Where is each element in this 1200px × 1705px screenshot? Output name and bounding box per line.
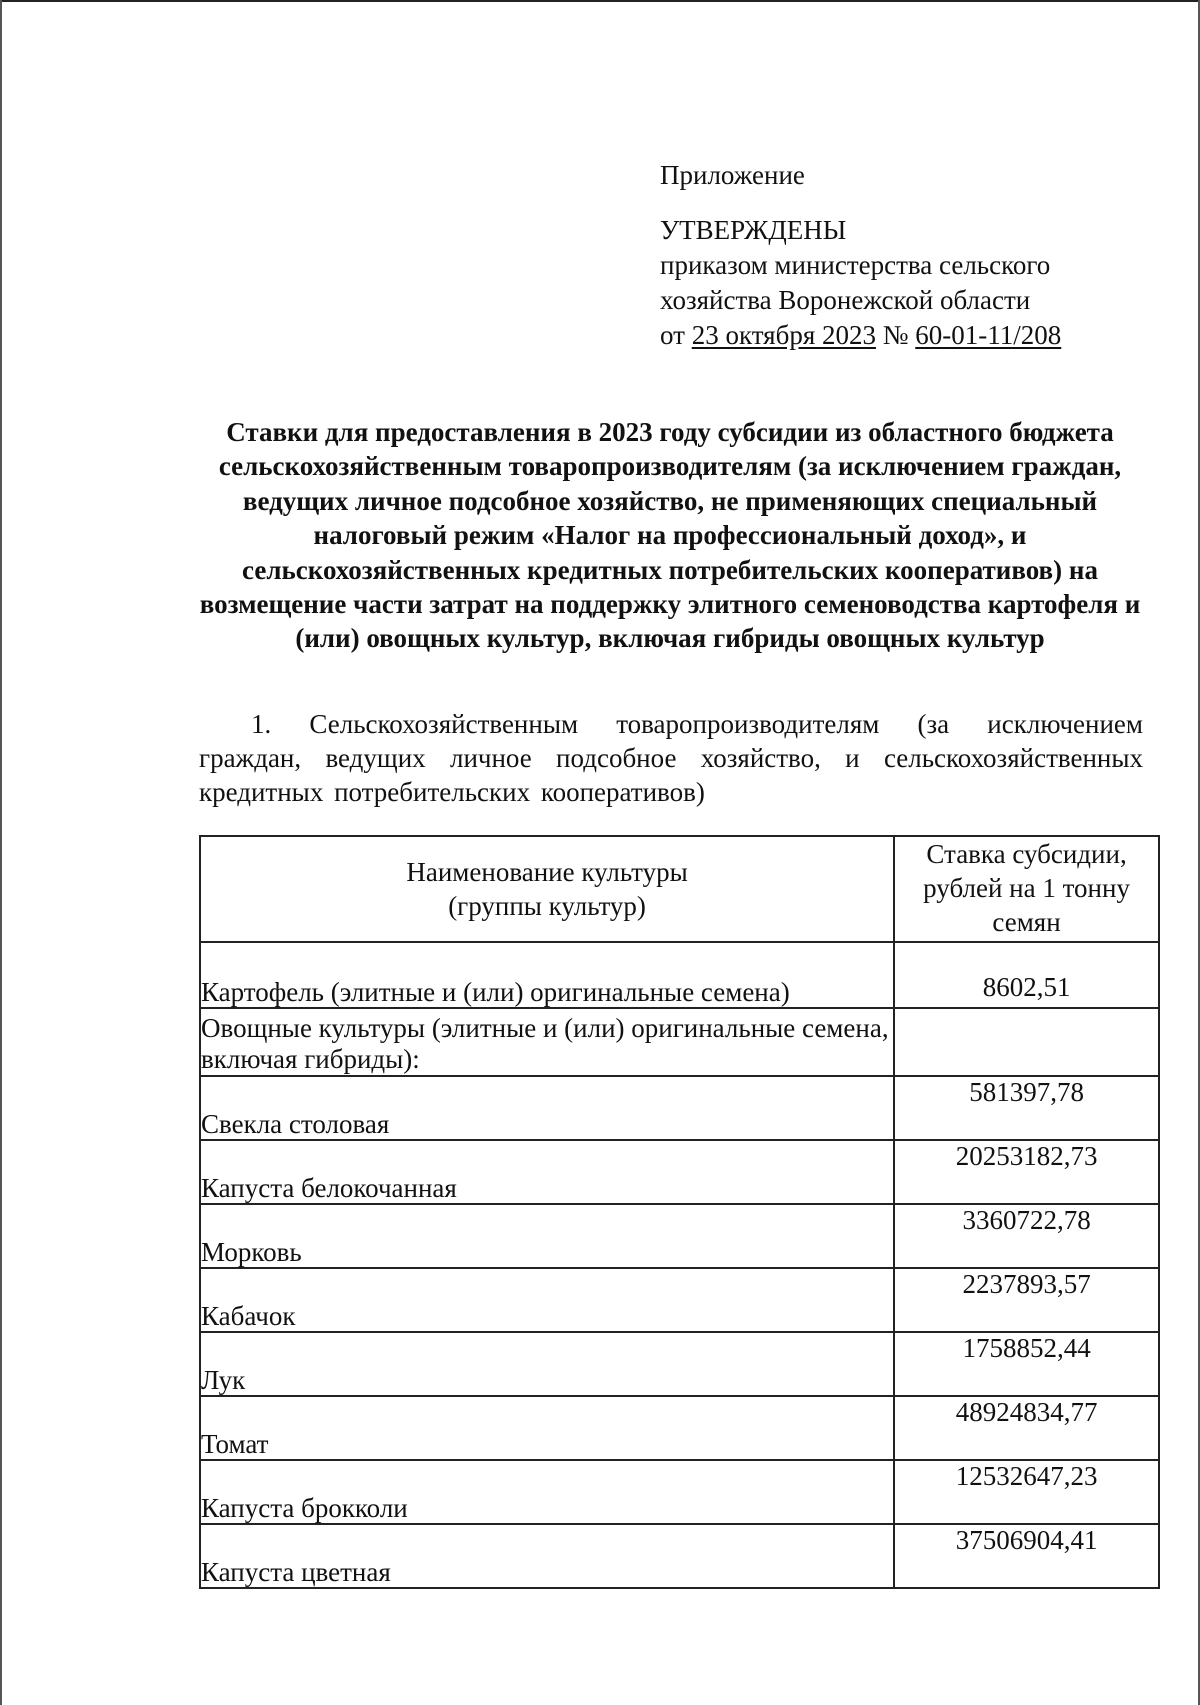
header-name-line-1: Наименование культуры [406, 857, 688, 887]
header-subsidy-rate [894, 836, 1159, 942]
culture-name: Капуста брокколи [200, 1460, 894, 1524]
table-row [200, 1396, 1159, 1460]
scan-top-edge [0, 0, 1200, 2]
subsidy-rate: 20253182,73 [894, 1140, 1159, 1204]
subsidy-rate: 12532647,23 [894, 1460, 1159, 1524]
header-culture-name [200, 836, 894, 942]
appendix-label: Приложение [660, 160, 805, 190]
order-number: 60-01-11/208 [915, 320, 1062, 350]
date-prefix: от [660, 320, 685, 350]
culture-name: Морковь [200, 1204, 894, 1268]
subsidy-rate: 37506904,41 [894, 1524, 1159, 1588]
culture-name: Кабачок [200, 1268, 894, 1332]
section-paragraph: 1. Сельскохозяйственным товаропроизводителям (за исключением граждан, ведущих личное подсобное хозяйство, и сельскохозяйственных кредитных потребительских кооперативов) [199, 709, 1143, 807]
table-row [200, 1524, 1159, 1588]
table-row [200, 1076, 1159, 1140]
rates-table [199, 835, 1160, 1589]
header-rate-line-2: рублей на 1 тонну [923, 873, 1130, 903]
scan-left-edge [0, 0, 2, 1705]
table-row [200, 942, 1159, 1008]
culture-name: Капуста цветная [200, 1524, 894, 1588]
table-row [200, 1140, 1159, 1204]
table-row [200, 1268, 1159, 1332]
culture-name: Томат [200, 1396, 894, 1460]
subsidy-rate: 48924834,77 [894, 1396, 1159, 1460]
order-date: 23 октября 2023 [691, 320, 876, 350]
approved-label: УТВЕРЖДЕНЫ [660, 215, 847, 245]
header-rate-line-1: Ставка субсидии, [926, 839, 1127, 869]
table-row [200, 1204, 1159, 1268]
group-rate-empty [894, 1008, 1159, 1076]
table-row [200, 1460, 1159, 1524]
header-rate-line-3: семян [992, 907, 1061, 937]
approval-line-2: хозяйства Воронежской области [660, 285, 1031, 315]
header-name-line-2: (группы культур) [448, 891, 646, 921]
culture-name: Лук [200, 1332, 894, 1396]
table-header-row [200, 836, 1159, 942]
approval-date-line [660, 318, 1061, 353]
document-title: Ставки для предоставления в 2023 году субсидии из областного бюджета сельскохозяйственным товаропроизводителям (за исключением граждан, ведущих личное подсобное хозяйство, не применяющих специальный налоговый режим «Налог на профессиональный доход», и сельскохозяйственных кредитных потребительских кооперативов) на возмещение части затрат на поддержку элитного семеноводства картофеля и (или) овощных культур, включая гибриды овощных культур [199, 417, 1141, 654]
culture-name: Свекла столовая [200, 1076, 894, 1140]
subsidy-rate: 8602,51 [894, 942, 1159, 1008]
subsidy-rate: 2237893,57 [894, 1268, 1159, 1332]
subsidy-rate: 581397,78 [894, 1076, 1159, 1140]
culture-name: Картофель (элитные и (или) оригинальные семена) [200, 942, 894, 1008]
subsidy-rate: 3360722,78 [894, 1204, 1159, 1268]
table-row [200, 1332, 1159, 1396]
table-group-row [200, 1008, 1159, 1076]
number-sign: № [882, 320, 909, 350]
group-name: Овощные культуры (элитные и (или) оригинальные семена, включая гибриды): [200, 1008, 894, 1076]
culture-name: Капуста белокочанная [200, 1140, 894, 1204]
approval-block [660, 158, 1061, 353]
approval-line-1: приказом министерства сельского [660, 250, 1051, 280]
subsidy-rate: 1758852,44 [894, 1332, 1159, 1396]
